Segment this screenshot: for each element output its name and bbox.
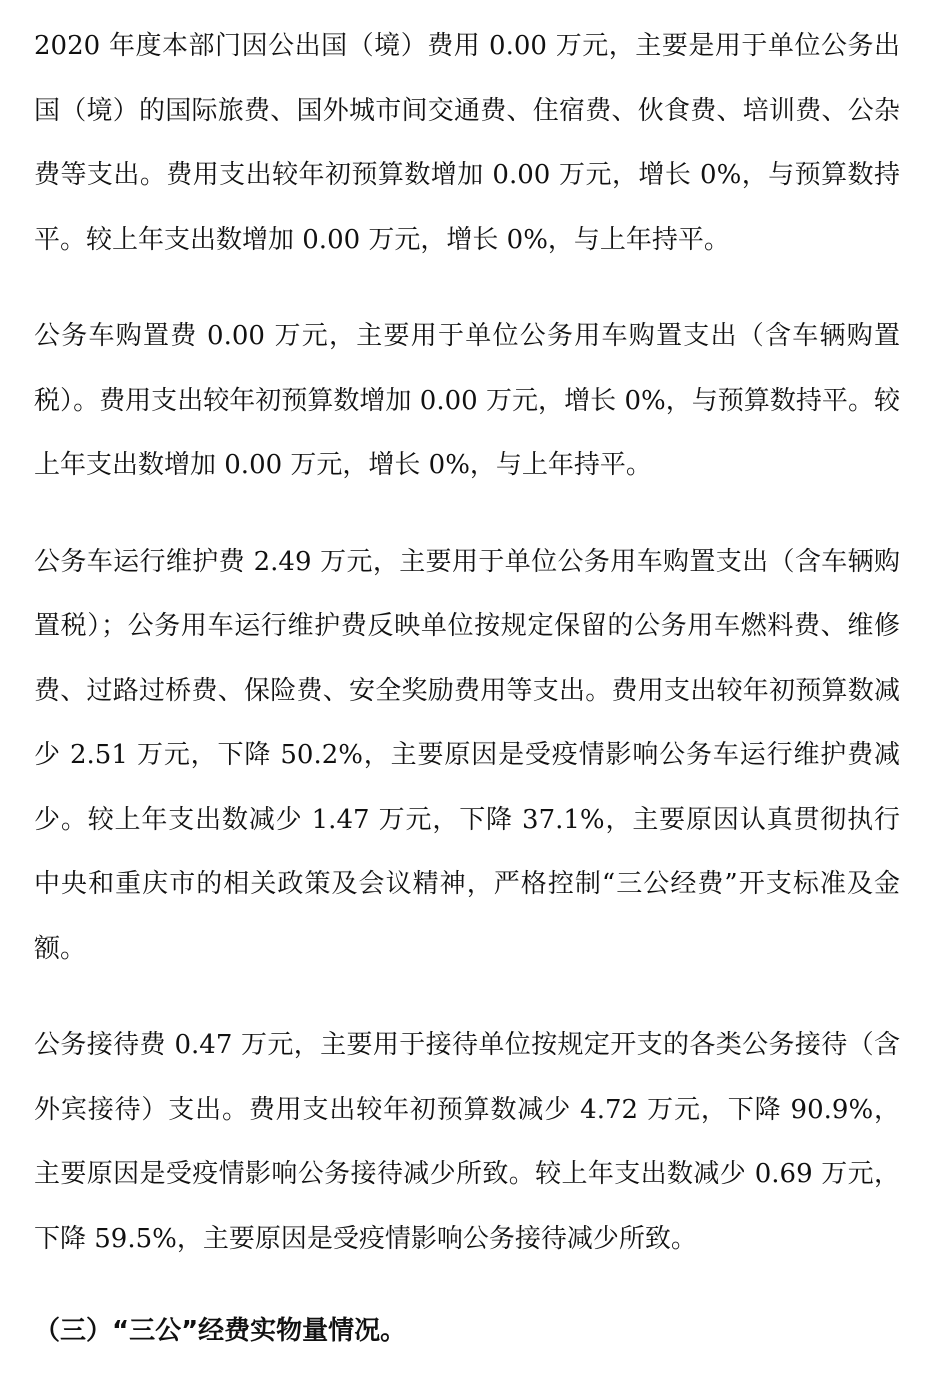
document-page	[34, 14, 900, 1363]
paragraph-overseas-travel-expense: 2020 年度本部门因公出国（境）费用 0.00 万元，主要是用于单位公务出国（境）的国际旅费、国外城市间交通费、住宿费、伙食费、培训费、公杂费等支出。费用支出较年初预算数增加 0.00 万元，增长 0%，与预算数持平。较上年支出数增加 0.00 万元，增长 0%，与上年持平。	[34, 31, 900, 255]
section-heading: （三）“三公”经费实物量情况。	[34, 1316, 407, 1346]
paragraph-vehicle-maintenance-expense: 公务车运行维护费 2.49 万元，主要用于单位公务用车购置支出（含车辆购置税）；公务用车运行维护费反映单位按规定保留的公务用车燃料费、维修费、过路过桥费、保险费、安全奖励费用等支出。费用支出较年初预算数减少 2.51 万元，下降 50.2%，主要原因是受疫情影响公务车运行维护费减少。较上年支出数减少 1.47 万元，下降 37.1%，主要原因认真贯彻执行中央和重庆市的相关政策及会议精神，严格控制“三公经费”开支标准及金额。	[34, 546, 900, 964]
paragraph-official-reception-expense: 公务接待费 0.47 万元，主要用于接待单位按规定开支的各类公务接待（含外宾接待）支出。费用支出较年初预算数减少 4.72 万元，下降 90.9%，主要原因是受疫情影响公务接待减少所致。较上年支出数减少 0.69 万元，下降 59.5%，主要原因是受疫情影响公务接待减少所致。	[34, 1030, 900, 1254]
paragraph-vehicle-purchase-expense: 公务车购置费 0.00 万元，主要用于单位公务用车购置支出（含车辆购置税）。费用支出较年初预算数增加 0.00 万元，增长 0%，与预算数持平。较上年支出数增加 0.00 万元，增长 0%，与上年持平。	[34, 321, 900, 480]
